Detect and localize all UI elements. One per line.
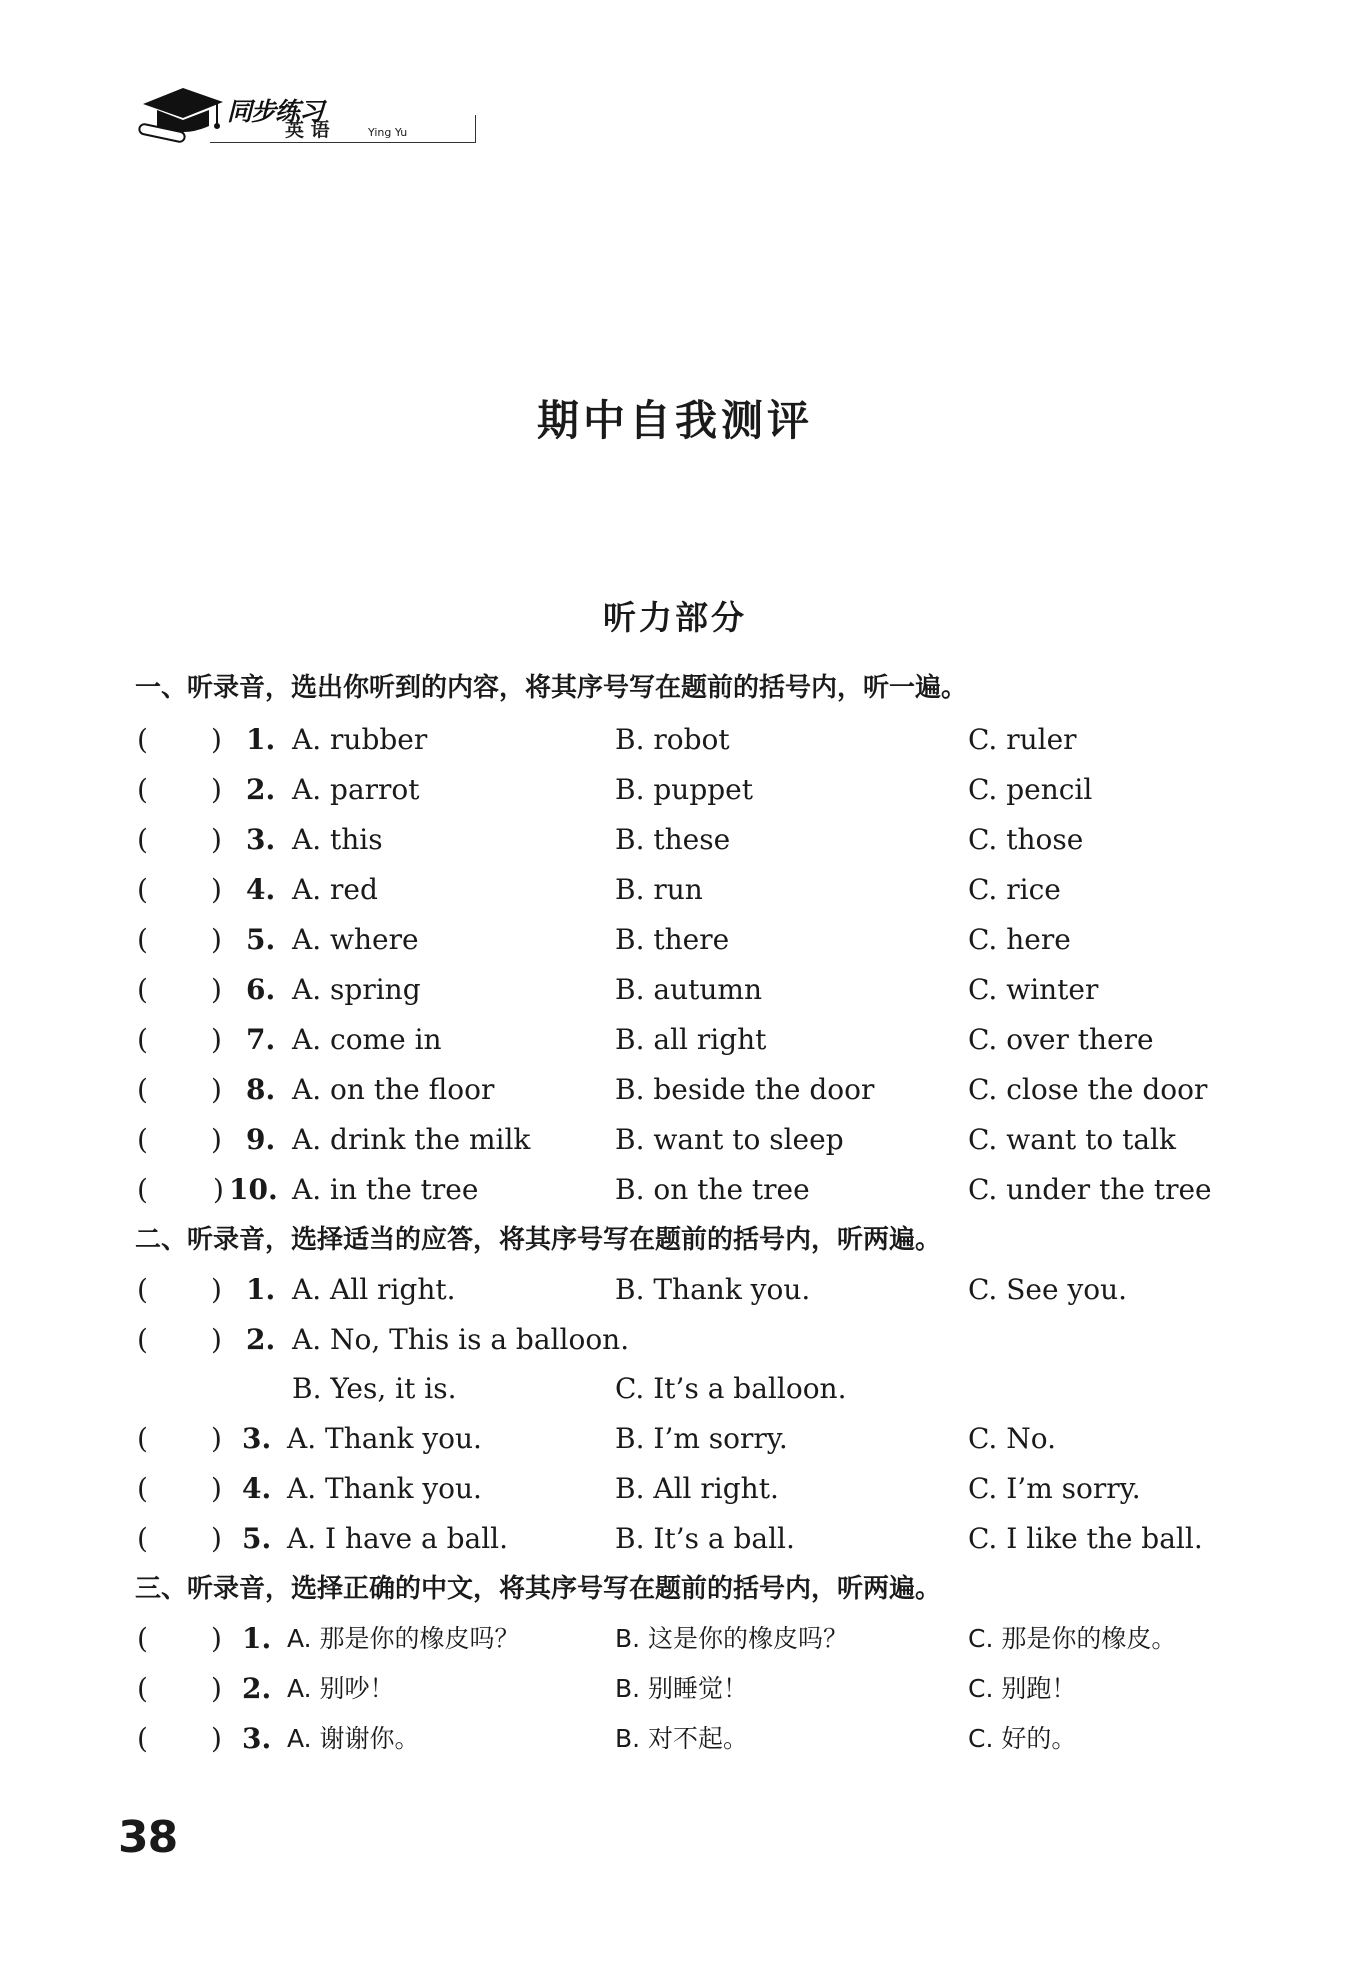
question-number: 3. (246, 823, 276, 856)
question-row (135, 1469, 1235, 1509)
question-number: 2. (246, 773, 276, 806)
subject-label: 英 语 (285, 119, 330, 141)
answer-bracket-close: ) (211, 1073, 222, 1106)
question-number: 3. (242, 1422, 272, 1455)
option-c: C. under the tree (968, 1173, 1212, 1206)
answer-bracket-close: ) (213, 1173, 224, 1206)
option-a: A. spring (292, 973, 421, 1006)
question-row (135, 1120, 1235, 1160)
question-row (135, 720, 1235, 760)
page-number: 38 (118, 1812, 178, 1863)
question-row (135, 870, 1235, 910)
answer-bracket-open: ( (137, 1672, 148, 1705)
option-c: C. I’m sorry. (968, 1472, 1141, 1505)
option-b: B. beside the door (615, 1073, 875, 1106)
option-a: A. All right. (292, 1273, 456, 1306)
option-a: A. on the floor (292, 1073, 495, 1106)
answer-bracket-close: ) (211, 873, 222, 906)
option-b: B. I’m sorry. (615, 1422, 788, 1455)
option-a: A. 那是你的橡皮吗？ (287, 1624, 520, 1653)
answer-bracket-open: ( (137, 1173, 148, 1206)
question-number: 1. (246, 1273, 276, 1306)
answer-bracket-close: ) (211, 973, 222, 1006)
option-a: A. I have a ball. (287, 1522, 509, 1555)
question-number: 1. (242, 1622, 272, 1655)
question-number: 5. (246, 923, 276, 956)
answer-bracket-close: ) (211, 1323, 222, 1356)
answer-bracket-open: ( (137, 973, 148, 1006)
answer-bracket-close: ) (211, 1522, 222, 1555)
section-2-heading: 二、听录音，选择适当的应答，将其序号写在题前的括号内，听两遍。 (135, 1225, 942, 1255)
question-row (135, 1320, 1235, 1360)
option-a: A. Thank you. (287, 1422, 482, 1455)
section-3-heading: 三、听录音，选择正确的中文，将其序号写在题前的括号内，听两遍。 (135, 1574, 942, 1604)
question-row (135, 1170, 1235, 1210)
option-b: B. 对不起。 (615, 1724, 749, 1753)
option-b: B. puppet (615, 773, 754, 806)
answer-bracket-close: ) (211, 1672, 222, 1705)
option-a: A. parrot (292, 773, 420, 806)
question-row (135, 770, 1235, 810)
option-b: B. All right. (615, 1472, 779, 1505)
option-b: B. want to sleep (615, 1123, 844, 1156)
option-c: C. No. (968, 1422, 1056, 1455)
answer-bracket-open: ( (137, 1023, 148, 1056)
question-number: 1. (246, 723, 276, 756)
answer-bracket-open: ( (137, 823, 148, 856)
question-number: 2. (246, 1323, 276, 1356)
question-row (135, 1519, 1235, 1559)
answer-bracket-open: ( (137, 723, 148, 756)
answer-bracket-close: ) (211, 1123, 222, 1156)
answer-bracket-open: ( (137, 1323, 148, 1356)
question-number: 2. (242, 1672, 272, 1705)
option-c: C. pencil (968, 773, 1093, 806)
option-b: B. robot (615, 723, 730, 756)
answer-bracket-open: ( (137, 1422, 148, 1455)
option-c: C. over there (968, 1023, 1154, 1056)
option-b: B. there (615, 923, 730, 956)
answer-bracket-close: ) (211, 1023, 222, 1056)
question-number: 4. (246, 873, 276, 906)
option-b: B. on the tree (615, 1173, 810, 1206)
answer-bracket-close: ) (211, 1422, 222, 1455)
answer-bracket-close: ) (211, 1472, 222, 1505)
question-number: 3. (242, 1722, 272, 1755)
question-row (135, 1619, 1235, 1659)
book-header (135, 82, 490, 152)
question-row (135, 1070, 1235, 1110)
brand-title: 同步练习 (227, 97, 324, 126)
answer-bracket-open: ( (137, 1722, 148, 1755)
answer-bracket-close: ) (211, 823, 222, 856)
answer-bracket-open: ( (137, 873, 148, 906)
option-c: C. those (968, 823, 1084, 856)
question-number: 6. (246, 973, 276, 1006)
question-number: 5. (242, 1522, 272, 1555)
option-a: A. 别吵！ (287, 1674, 395, 1703)
option-b: B. Thank you. (615, 1273, 811, 1306)
option-c: C. 好的。 (968, 1724, 1077, 1753)
option-c: C. 那是你的橡皮。 (968, 1624, 1177, 1653)
answer-bracket-open: ( (137, 773, 148, 806)
option-b: B. Yes, it is. (292, 1372, 457, 1405)
answer-bracket-open: ( (137, 1123, 148, 1156)
question-row (135, 1020, 1235, 1060)
answer-bracket-open: ( (137, 1522, 148, 1555)
answer-bracket-close: ) (211, 923, 222, 956)
section-title: 听力部分 (603, 598, 747, 637)
option-a: A. this (292, 823, 383, 856)
question-row (135, 1719, 1235, 1759)
option-a: A. where (292, 923, 419, 956)
answer-bracket-close: ) (211, 773, 222, 806)
option-a: A. drink the milk (292, 1123, 531, 1156)
option-c: C. ruler (968, 723, 1077, 756)
option-c: C. I like the ball. (968, 1522, 1203, 1555)
question-number: 4. (242, 1472, 272, 1505)
option-b: B. these (615, 823, 731, 856)
option-a: A. red (292, 873, 378, 906)
answer-bracket-close: ) (211, 1273, 222, 1306)
option-c: C. See you. (968, 1273, 1128, 1306)
option-b: B. autumn (615, 973, 762, 1006)
option-c: C. 别跑！ (968, 1674, 1077, 1703)
option-c: C. close the door (968, 1073, 1208, 1106)
question-row (135, 1419, 1235, 1459)
option-b: B. It’s a ball. (615, 1522, 795, 1555)
page-title: 期中自我测评 (536, 396, 813, 445)
option-b: B. all right (615, 1023, 767, 1056)
answer-bracket-close: ) (211, 723, 222, 756)
question-number: 8. (246, 1073, 276, 1106)
option-a: A. No, This is a balloon. (292, 1323, 630, 1356)
option-b: B. run (615, 873, 703, 906)
option-c: C. winter (968, 973, 1099, 1006)
option-c: C. rice (968, 873, 1061, 906)
question-number: 7. (246, 1023, 276, 1056)
question-number: 10. (229, 1173, 278, 1206)
option-b: B. 这是你的橡皮吗？ (615, 1624, 849, 1653)
option-a: A. 谢谢你。 (287, 1724, 420, 1753)
subject-pinyin: Ying Yu (368, 126, 408, 139)
option-c: C. It’s a balloon. (615, 1372, 847, 1405)
answer-bracket-open: ( (137, 1622, 148, 1655)
option-b: B. 别睡觉！ (615, 1674, 749, 1703)
option-a: A. rubber (292, 723, 428, 756)
option-a: A. Thank you. (287, 1472, 482, 1505)
question-row (135, 1270, 1235, 1310)
answer-bracket-close: ) (211, 1622, 222, 1655)
question-row (135, 820, 1235, 860)
answer-bracket-open: ( (137, 1273, 148, 1306)
answer-bracket-open: ( (137, 1472, 148, 1505)
question-number: 9. (246, 1123, 276, 1156)
answer-bracket-open: ( (137, 1073, 148, 1106)
question-row (135, 970, 1235, 1010)
option-c: C. want to talk (968, 1123, 1176, 1156)
question-row (135, 1669, 1235, 1709)
question-row (135, 920, 1235, 960)
option-a: A. come in (292, 1023, 442, 1056)
section-1-heading: 一、听录音，选出你听到的内容，将其序号写在题前的括号内，听一遍。 (135, 673, 968, 703)
subject-frame (347, 115, 476, 143)
answer-bracket-open: ( (137, 923, 148, 956)
option-a: A. in the tree (292, 1173, 479, 1206)
option-c: C. here (968, 923, 1071, 956)
question-row-continued (135, 1369, 1235, 1409)
answer-bracket-close: ) (211, 1722, 222, 1755)
